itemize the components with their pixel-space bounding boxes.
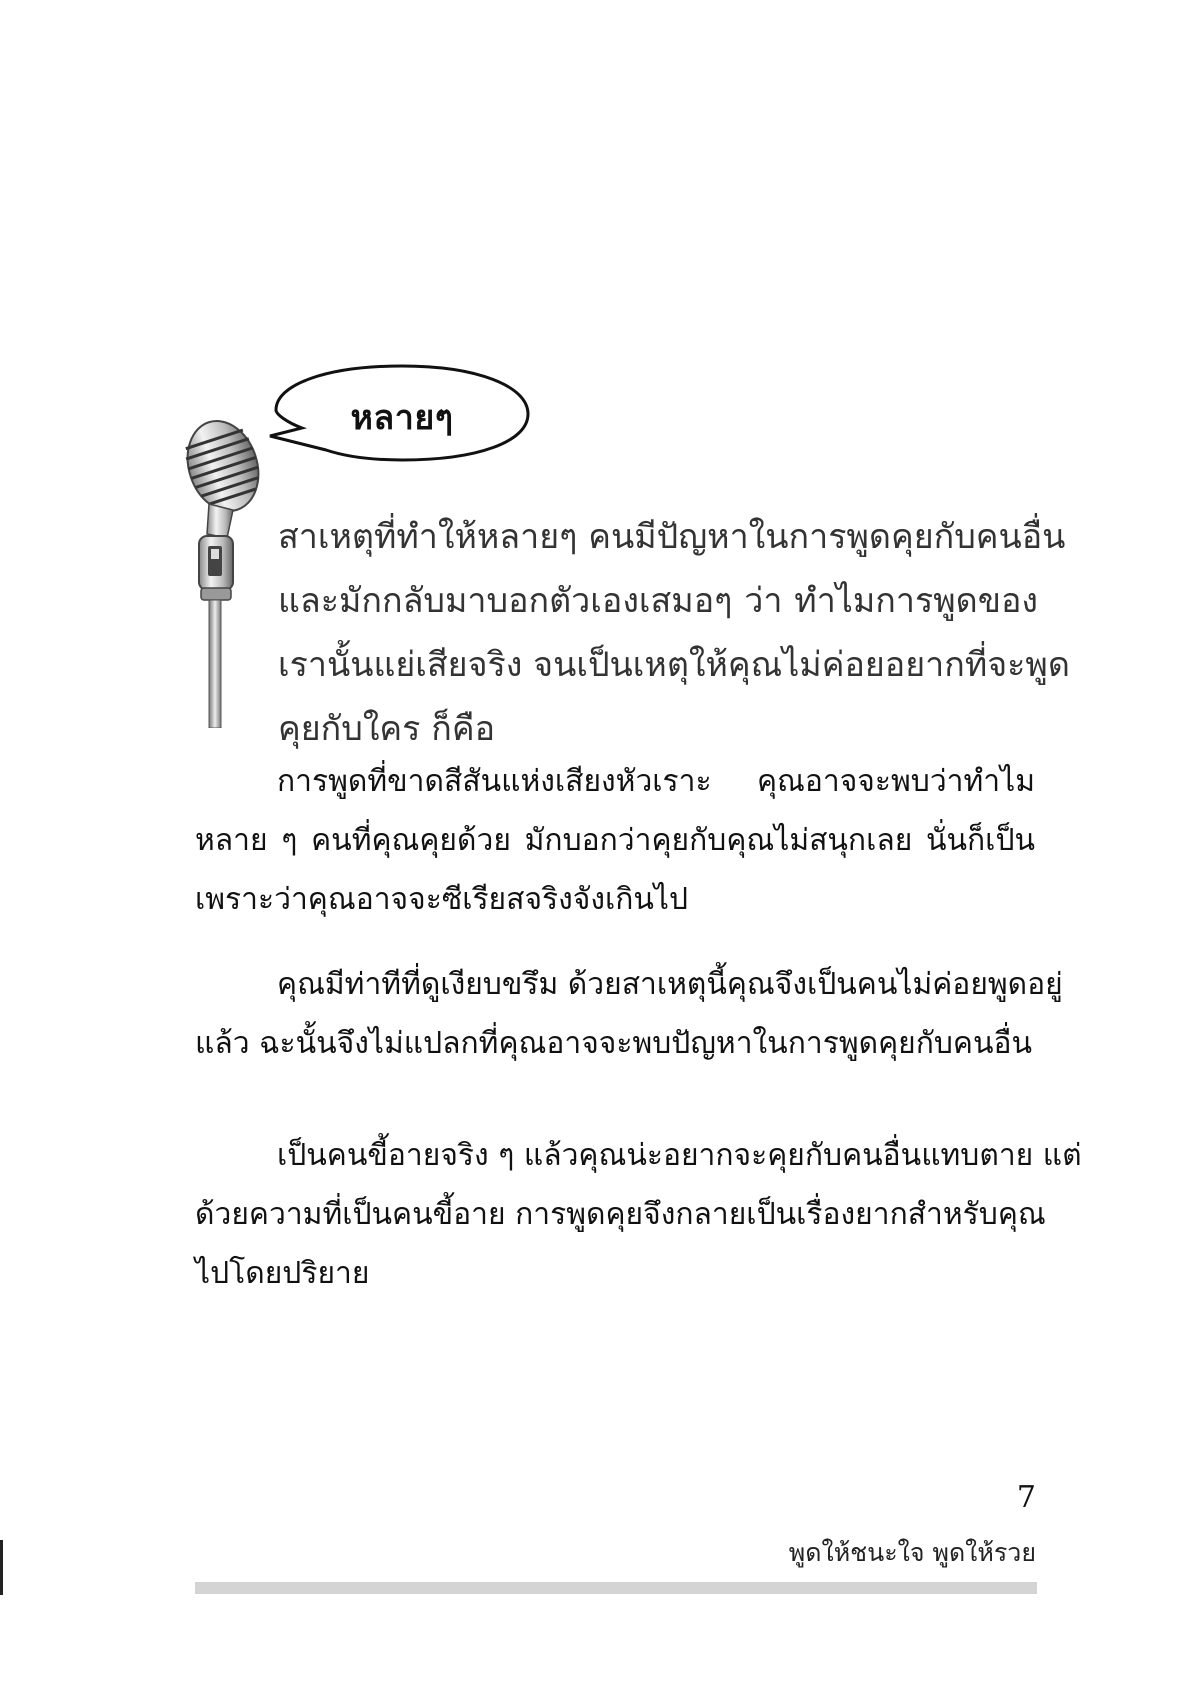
paragraph-line: แล้ว ฉะนั้นจึงไม่แปลกที่คุณอาจจะพบปัญหาในการพูดคุยกับคนอื่น <box>195 1026 1033 1061</box>
page-number: 7 <box>1016 1480 1036 1515</box>
intro-line: และมักกลับมาบอกตัวเองเสมอๆ ว่า ทำไมการพูดของ <box>278 581 1038 621</box>
paragraph-line: คุณมีท่าทีที่ดูเงียบขรึม ด้วยสาเหตุนี้คุณจึงเป็นคนไม่ค่อยพูดอยู่ <box>277 967 1063 1002</box>
microphone-icon <box>175 418 265 728</box>
intro-line: คุยกับใคร ก็คือ <box>278 709 495 749</box>
paragraph-2 <box>195 955 1063 1073</box>
paragraph-line: ด้วยความที่เป็นคนขี้อาย การพูดคุยจึงกลายเป็นเรื่องยากสำหรับคุณ <box>195 1197 1046 1232</box>
paragraph-3 <box>195 1126 1082 1303</box>
book-title: พูดให้ชนะใจ พูดให้รวย <box>788 1538 1036 1567</box>
paragraph-1 <box>195 752 1035 929</box>
paragraph-line: หลาย ๆ คนที่คุณคุยด้วย มักบอกว่าคุยกับคุณไม่สนุกเลย นั่นก็เป็น <box>195 823 1035 858</box>
speech-bubble-icon <box>262 362 542 470</box>
paragraph-line: การพูดที่ขาดสีสันแห่งเสียงหัวเราะ คุณอาจจะพบว่าทำไม <box>277 764 1035 799</box>
footer-divider <box>195 1582 1037 1594</box>
intro-text <box>278 505 1070 761</box>
paragraph-line: เพราะว่าคุณอาจจะซีเรียสจริงจังเกินไป <box>195 882 689 917</box>
intro-line: สาเหตุที่ทำให้หลายๆ คนมีปัญหาในการพูดคุยกับคนอื่น <box>278 517 1066 557</box>
page-edge-mark <box>0 1540 3 1595</box>
paragraph-line: เป็นคนขี้อายจริง ๆ แล้วคุณน่ะอยากจะคุยกับคนอื่นแทบตาย แต่ <box>277 1138 1082 1173</box>
intro-line: เรานั้นแย่เสียจริง จนเป็นเหตุให้คุณไม่ค่อยอยากที่จะพูด <box>278 645 1070 685</box>
paragraph-line: ไปโดยปริยาย <box>195 1256 370 1291</box>
bubble-heading: หลายๆ <box>350 398 454 438</box>
